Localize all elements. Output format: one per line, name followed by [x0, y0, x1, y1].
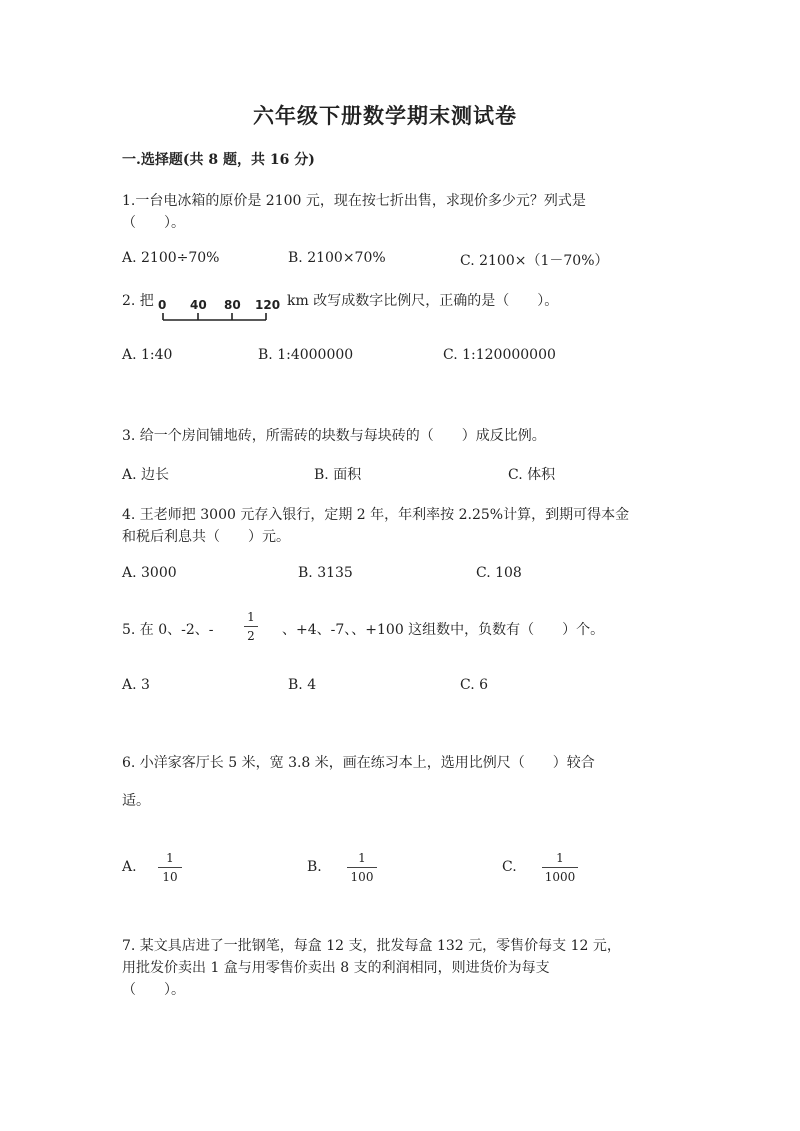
option-c: C. 108 [476, 565, 522, 581]
fraction-bar [347, 867, 377, 868]
option-c: C. 1:120000000 [443, 347, 556, 363]
question-text-cont: （ ）。 [122, 215, 185, 231]
question-text: 3. 给一个房间铺地砖，所需砖的块数与每块砖的（ ）成反比例。 [122, 428, 546, 444]
fraction-numerator: 1 [358, 851, 366, 865]
scale-bar [158, 298, 282, 326]
option-a: A. 3 [122, 677, 150, 693]
option-b-label: B. [307, 859, 322, 875]
question-text-cont: 适。 [122, 793, 150, 809]
scale-label: 40 [190, 298, 207, 312]
question-text: 6. 小洋家客厅长 5 米，宽 3.8 米，画在练习本上，选用比例尺（ ）较合 [122, 755, 595, 771]
question-text: 2. 把 [122, 293, 154, 309]
question-text-cont: （ ）。 [122, 982, 185, 998]
option-b: B. 面积 [314, 467, 362, 483]
fraction-numerator: 1 [247, 610, 255, 624]
line-scale-figure [158, 298, 282, 326]
option-b: B. 4 [288, 677, 317, 693]
option-b: B. 1:4000000 [258, 347, 354, 363]
option-b-fraction [347, 851, 377, 884]
fraction-denominator: 100 [350, 870, 374, 884]
option-a: A. 1:40 [122, 347, 173, 363]
question-text: 1.一台电冰箱的原价是 2100 元，现在按七折出售，求现价多少元？列式是 [122, 193, 586, 209]
option-c-fraction [542, 851, 578, 884]
fraction-bar [158, 867, 182, 868]
option-a: A. 3000 [122, 565, 177, 581]
fraction-numerator: 1 [166, 851, 174, 865]
option-c: C. 体积 [508, 467, 556, 483]
section-heading: 一.选择题(共 8 题，共 16 分) [122, 152, 315, 168]
option-b: B. 2100×70% [288, 250, 386, 266]
page-title: 六年级下册数学期末测试卷 [253, 103, 517, 128]
option-a-label: A. [122, 859, 137, 875]
question-text: 7. 某文具店进了一批钢笔，每盒 12 支，批发每盒 132 元，零售价每支 12 元， [122, 938, 621, 954]
fraction-denominator: 2 [247, 629, 255, 643]
fraction-denominator: 1000 [544, 870, 576, 884]
option-a: A. 2100÷70% [122, 250, 220, 266]
option-c-label: C. [502, 859, 517, 875]
fraction-numerator: 1 [556, 851, 564, 865]
scale-label: 80 [224, 298, 241, 312]
question-text: 4. 王老师把 3000 元存入银行，定期 2 年，年利率按 2.25%计算，到期可得本金 [122, 507, 630, 523]
option-c: C. 2100×（1－70%） [460, 253, 609, 269]
question-text-cont: 和税后利息共（ ）元。 [122, 529, 290, 545]
option-a: A. 边长 [122, 467, 170, 483]
scale-label: 120 [255, 298, 281, 312]
question-text-cont: 、+4、-7、、+100 这组数中，负数有（ ）个。 [282, 622, 605, 638]
option-a-fraction [158, 851, 182, 884]
question-text-cont: km 改写成数字比例尺，正确的是（ ）。 [287, 293, 559, 309]
question-text-cont: 用批发价卖出 1 盒与用零售价卖出 8 支的利润相同，则进货价为每支 [122, 960, 550, 976]
fraction-denominator: 10 [162, 870, 178, 884]
scale-label: 0 [158, 298, 167, 312]
fraction-bar [244, 626, 258, 627]
fraction-one-half [244, 610, 258, 643]
option-c: C. 6 [460, 677, 489, 693]
question-text: 5. 在 0、-2、- [122, 622, 214, 638]
fraction-bar [542, 867, 578, 868]
option-b: B. 3135 [298, 565, 353, 581]
